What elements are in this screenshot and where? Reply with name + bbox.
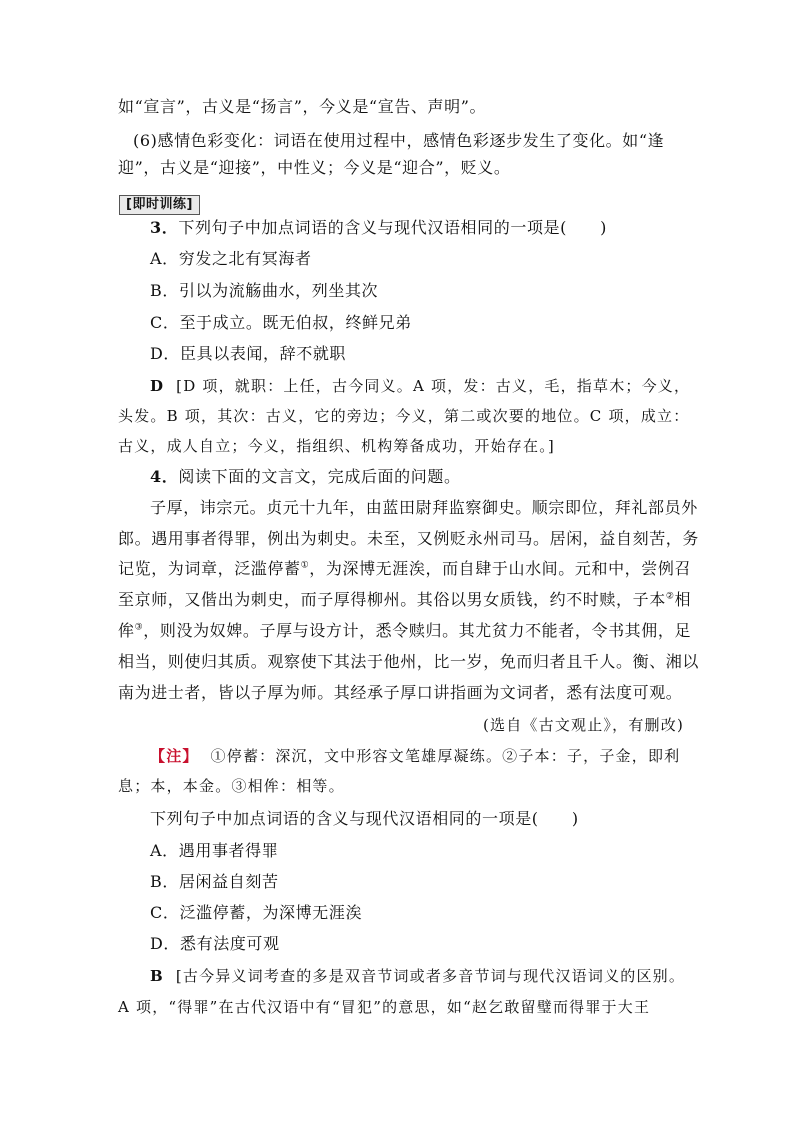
q3-explanation-line-3: 古义，成人自立；今义，指组织、机构筹备成功，开始存在。] — [118, 437, 555, 455]
q4-explanation-text-1: [古今异义词考查的多是双音节词或者多音节词与现代汉语词义的区别。 — [175, 967, 686, 985]
q3-option-a: A．穷发之北有冥海者 — [150, 249, 312, 268]
q3-option-b: B．引以为流觞曲水，列坐其次 — [150, 281, 379, 300]
notes-label: 【注】 — [150, 747, 199, 765]
practice-tag: [即时训练] — [119, 195, 200, 215]
footnote-ref-3: ③ — [134, 622, 144, 633]
q4-number: 4． — [150, 467, 179, 486]
q4-substem: 下列句子中加点词语的含义与现代汉语相同的一项是( ) — [150, 809, 579, 828]
passage-line-5a: 侔 — [118, 621, 135, 640]
q3-explanation-text-1: [D 项，就职：上任，古今同义。A 项，发：古义，毛，指草木；今义， — [176, 377, 691, 395]
q3-number: 3． — [150, 218, 179, 237]
passage-line-5 — [118, 620, 691, 642]
intro-line-1: 如“宣言”，古义是“扬言”，今义是“宣告、声明”。 — [118, 97, 487, 116]
q3-explanation-line-1 — [150, 375, 690, 397]
notes-line-1 — [150, 745, 680, 767]
q4-explanation-line-2: A 项，“得罪”在古代汉语中有“冒犯”的意思，如“赵乞敢留璧而得罪于大王 — [118, 998, 651, 1016]
q4-option-a: A．遇用事者得罪 — [150, 841, 279, 860]
passage-line-3b: ，为深博无涯涘，而自肆于山水间。元和中，尝例召 — [309, 559, 692, 578]
passage-line-6: 相当，则使归其质。观察使下其法于他州，比一岁，免而归者且千人。衡、湘以 — [118, 652, 700, 671]
passage-line-4 — [118, 589, 691, 611]
q3-stem-text: 下列句子中加点词语的含义与现代汉语相同的一项是( ) — [178, 218, 608, 237]
passage-line-3a: 记览，为词章，泛滥停蓄 — [118, 559, 301, 578]
q3-stem — [150, 217, 607, 239]
notes-line-2: 息；本，本金。③相侔：相等。 — [118, 777, 345, 795]
q4-option-c: C．泛滥停蓄，为深博无涯涘 — [150, 903, 363, 922]
q3-option-c: C．至于成立。既无伯叔，终鲜兄弟 — [150, 313, 412, 332]
passage-line-3 — [118, 558, 691, 580]
footnote-ref-1: ① — [300, 560, 310, 571]
q4-answer-letter: B — [150, 967, 164, 985]
q4-stem — [150, 466, 461, 488]
footnote-ref-2: ② — [665, 591, 675, 602]
q3-explanation-line-2: 头发。B 项，其次：古义，它的旁边；今义，第二或次要的地位。C 项，成立： — [118, 407, 690, 425]
q4-stem-text: 阅读下面的文言文，完成后面的问题。 — [178, 467, 461, 486]
passage-line-4b: 相 — [674, 590, 692, 609]
q4-option-d: D．悉有法度可观 — [150, 934, 280, 953]
q4-explanation-line-1 — [150, 965, 685, 987]
q3-answer-letter: D — [150, 377, 165, 395]
notes-text-1: ①停蓄：深沉，文中形容文笔雄厚凝练。②子本：子，子金，即利 — [210, 747, 681, 765]
q3-option-d: D．臣具以表闻，辞不就职 — [150, 344, 347, 363]
point-6-line-2: 迎”，古义是“迎接”，中性义；今义是“迎合”，贬义。 — [118, 158, 511, 177]
q4-option-b: B．居闲益自刻苦 — [150, 872, 279, 891]
passage-line-2: 郎。遇用事者得罪，例出为刺史。未至，又例贬永州司马。居闲，益自刻苦，务 — [118, 529, 700, 548]
passage-line-5b: ，则没为奴婢。子厚与设方计，悉令赎归。其尤贫力不能者，令书其佣，足 — [143, 621, 692, 640]
point-6-line-1: (6)感情色彩变化：词语在使用过程中，感情色彩逐步发生了变化。如“逢 — [133, 131, 665, 150]
passage-line-1: 子厚，讳宗元。贞元十九年，由蓝田尉拜监察御史。顺宗即位，拜礼部员外 — [150, 498, 698, 517]
passage-line-7: 南为进士者，皆以子厚为师。其经承子厚口讲指画为文词者，悉有法度可观。 — [118, 683, 683, 702]
passage-line-4a: 至京师，又偕出为刺史，而子厚得柳州。其俗以男女质钱，约不时赎，子本 — [118, 590, 666, 609]
passage-source: (选自《古文观止》，有删改) — [482, 716, 684, 734]
